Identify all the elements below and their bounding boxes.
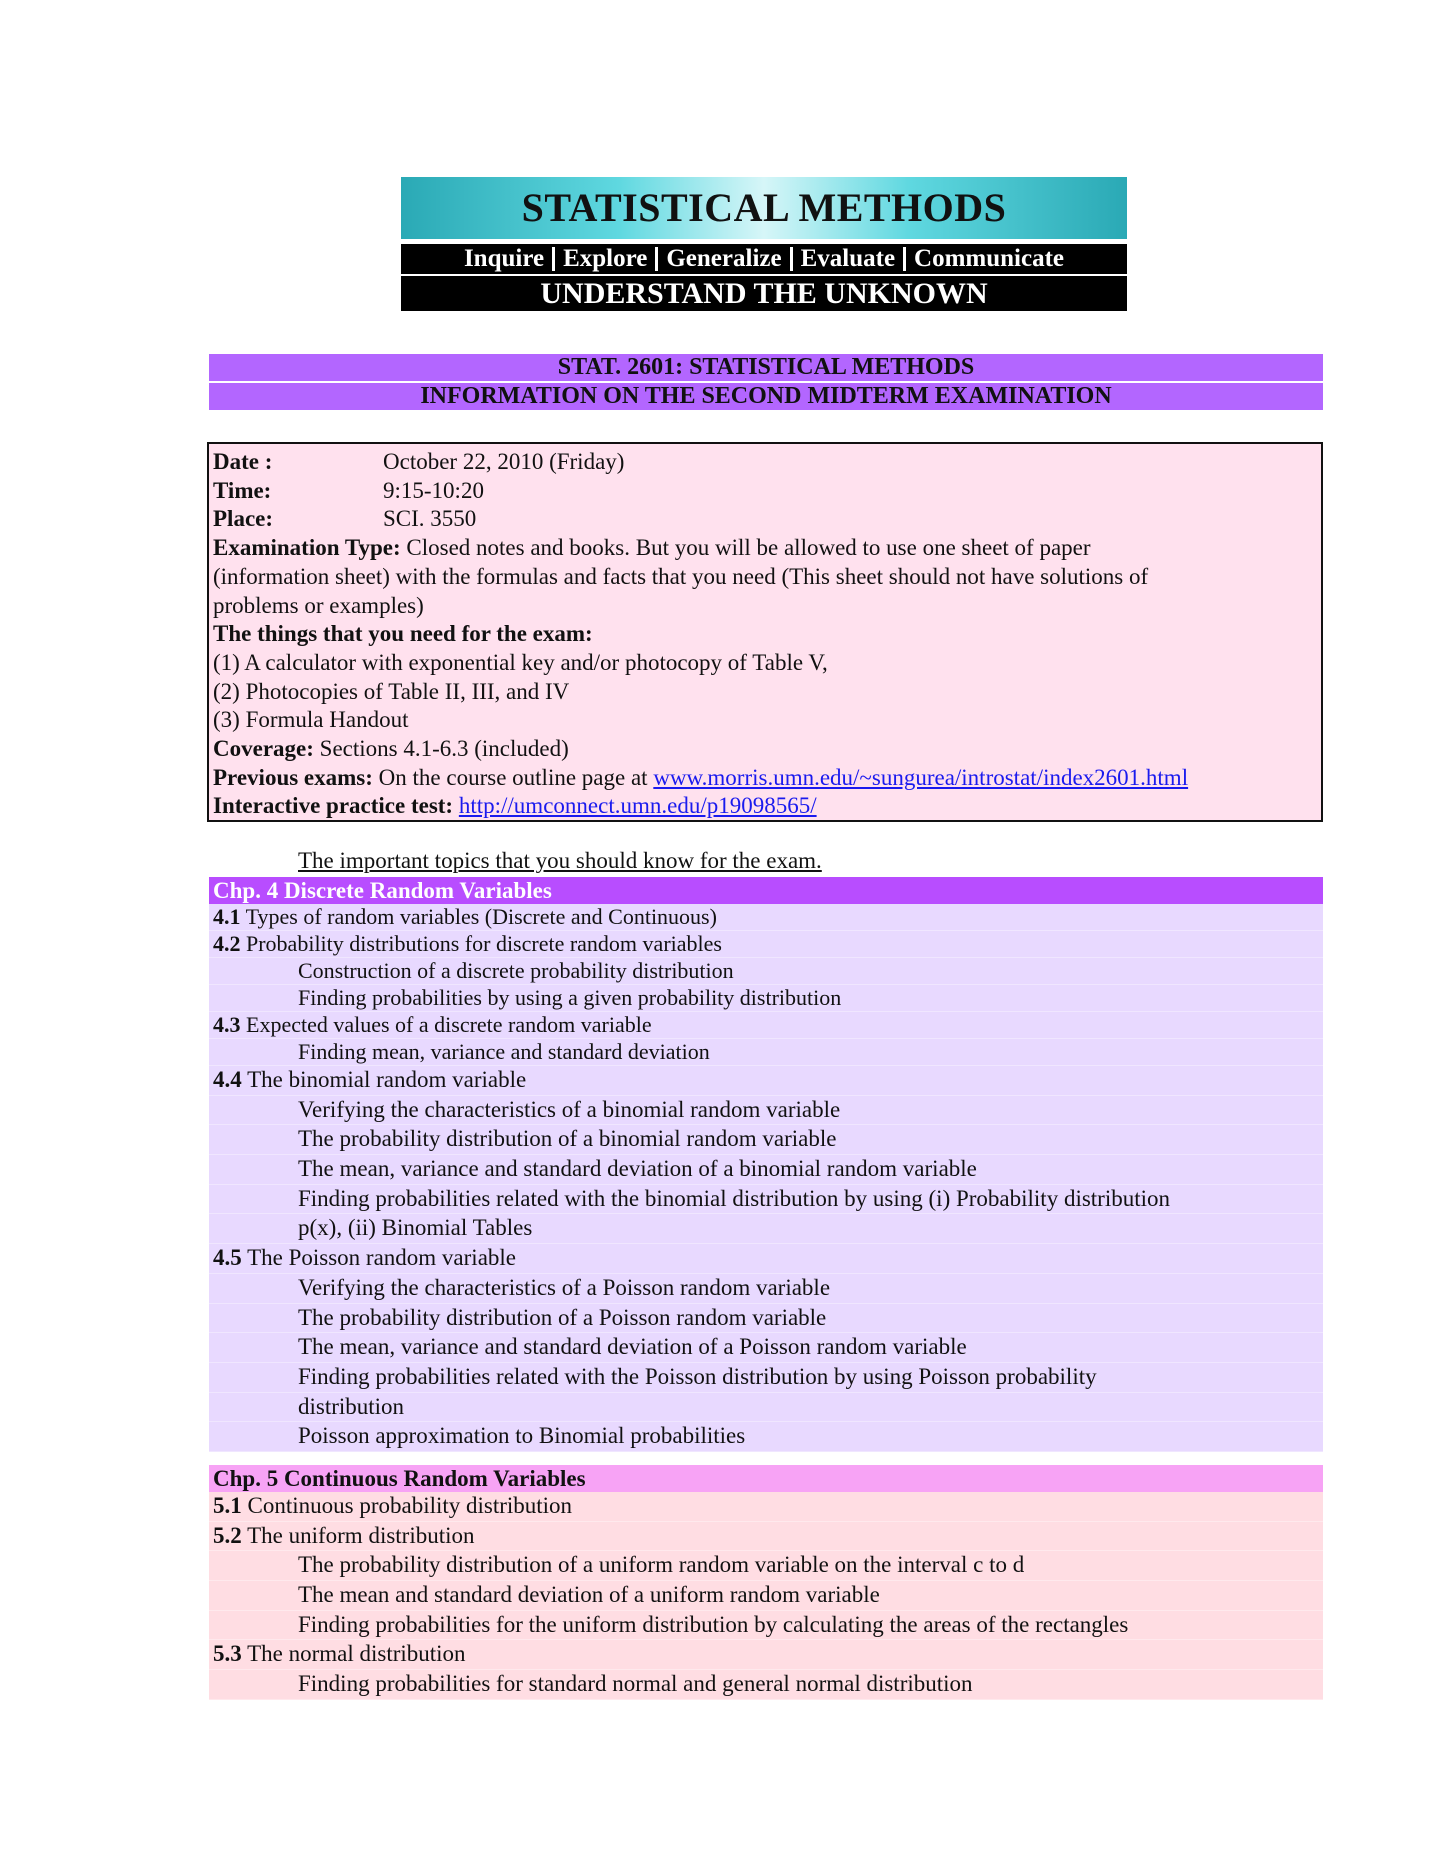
exam-type-line: (information sheet) with the formulas and facts that you need (This sheet should not have solutions of: [213, 563, 1149, 589]
topic-text: The uniform distribution: [241, 1522, 475, 1548]
previous-exams-link[interactable]: www.morris.umn.edu/~sungurea/introstat/index2601.html: [653, 764, 1189, 790]
coverage-row: [213, 735, 1317, 764]
chapter-4-section: [209, 877, 1323, 1452]
exam-type-text: Closed notes and books. But you will be allowed to use one sheet of paper: [400, 535, 1091, 561]
topic-item: [209, 1125, 1323, 1155]
exam-type-row: [213, 534, 1317, 563]
date-row: [213, 448, 1317, 477]
chapter-5-section: [209, 1465, 1323, 1700]
topic-item: [209, 1039, 1323, 1066]
topic-text: The probability distribution of a uniform random variable on the interval c to d: [298, 1552, 1025, 1578]
verb-separator: [655, 247, 658, 271]
topic-item: [209, 1304, 1323, 1334]
section-number: 4.1: [213, 904, 241, 929]
topic-text: distribution: [298, 1393, 405, 1419]
topic-text: The binomial random variable: [241, 1067, 527, 1092]
topics-intro-text: The important topics that you should know for the exam.: [298, 848, 822, 873]
course-title: STAT. 2601: STATISTICAL METHODS: [209, 354, 1323, 381]
things-label: The things that you need for the exam:: [213, 621, 593, 647]
topic-text: Verifying the characteristics of a Poisson random variable: [298, 1274, 831, 1300]
banner-subtitle: UNDERSTAND THE UNKNOWN: [401, 276, 1127, 311]
topic-text: The mean, variance and standard deviation of a Poisson random variable: [298, 1334, 967, 1360]
banner-title: STATISTICAL METHODS: [401, 177, 1127, 239]
section-number: 4.5: [213, 1245, 242, 1271]
section-number: 5.1: [213, 1493, 242, 1518]
topic-item: [209, 1422, 1323, 1452]
topic-text: Finding probabilities for standard normal and general normal distribution: [298, 1671, 973, 1697]
verb-inquire: Inquire: [463, 245, 545, 272]
topic-text: Finding mean, variance and standard deviation: [298, 1039, 710, 1064]
course-header: [209, 354, 1323, 410]
topic-text: The probability distribution of a Poisson random variable: [298, 1304, 827, 1330]
exam-title: INFORMATION ON THE SECOND MIDTERM EXAMINATION: [209, 383, 1323, 410]
topic-item: [209, 1393, 1323, 1423]
verb-evaluate: Evaluate: [800, 245, 896, 272]
topic-text: Expected values of a discrete random variable: [240, 1012, 652, 1037]
topic-item: [209, 1096, 1323, 1126]
verb-separator: [903, 247, 906, 271]
verb-explore: Explore: [563, 245, 648, 272]
topic-text: Finding probabilities for the uniform distribution by calculating the areas of the rectangles: [298, 1611, 1129, 1637]
topic-text: Construction of a discrete probability distribution: [298, 958, 734, 983]
topic-text: p(x), (ii) Binomial Tables: [298, 1215, 533, 1241]
time-label: Time:: [213, 477, 272, 503]
date-value: October 22, 2010 (Friday): [383, 449, 625, 474]
previous-exams-row: [213, 764, 1317, 793]
topic-text: Verifying the characteristics of a binomial random variable: [298, 1096, 841, 1122]
section-number: 5.3: [213, 1641, 242, 1667]
topic-item: [209, 1214, 1323, 1244]
topic-item: [209, 1492, 1323, 1522]
topic-text: The mean, variance and standard deviation of a binomial random variable: [298, 1156, 977, 1182]
section-number: 4.2: [213, 931, 241, 956]
chapter-4-topics: [209, 904, 1323, 1452]
topic-item: [209, 1522, 1323, 1552]
topic-text: Poisson approximation to Binomial probabilities: [298, 1423, 746, 1449]
coverage-label: Coverage:: [213, 736, 314, 762]
topic-item: [209, 1244, 1323, 1274]
chapter-4-title: Chp. 4 Discrete Random Variables: [209, 877, 1323, 904]
topic-text: The mean and standard deviation of a uniform random variable: [298, 1582, 880, 1608]
topic-text: The Poisson random variable: [241, 1245, 516, 1271]
topic-item: [209, 1066, 1323, 1096]
place-row: [213, 505, 1317, 534]
topic-text: The normal distribution: [241, 1641, 466, 1667]
chapter-5-topics: [209, 1492, 1323, 1700]
topic-text: Finding probabilities related with the Poisson distribution by using Poisson probability: [298, 1363, 1097, 1389]
topic-item: [209, 1670, 1323, 1700]
section-number: 5.2: [213, 1522, 242, 1548]
topic-text: Types of random variables (Discrete and Continuous): [240, 904, 717, 929]
exam-type-line: problems or examples): [213, 592, 424, 618]
chapter-5-title: Chp. 5 Continuous Random Variables: [209, 1465, 1323, 1492]
section-number: 4.3: [213, 1012, 241, 1037]
topic-item: [209, 1185, 1323, 1215]
verb-separator: [552, 247, 555, 271]
topic-text: Probability distributions for discrete random variables: [240, 931, 722, 956]
topic-item: [209, 1581, 1323, 1611]
time-value: 9:15-10:20: [383, 477, 484, 503]
topic-item: [209, 1155, 1323, 1185]
section-number: 4.4: [213, 1067, 242, 1092]
exam-info-box: [207, 442, 1323, 822]
topic-item: [209, 1640, 1323, 1670]
topic-item: [209, 1551, 1323, 1581]
things-item: (1) A calculator with exponential key and/or photocopy of Table V,: [213, 649, 828, 675]
things-item: (3) Formula Handout: [213, 707, 409, 733]
previous-exams-label: Previous exams:: [213, 764, 373, 790]
topic-item: [209, 1333, 1323, 1363]
place-label: Place:: [213, 506, 274, 532]
verb-separator: [790, 247, 793, 271]
topics-intro: [298, 847, 822, 875]
topic-item: [209, 931, 1323, 958]
previous-exams-text: On the course outline page at: [372, 764, 654, 790]
topic-item: [209, 1611, 1323, 1641]
date-label: Date :: [213, 449, 273, 474]
exam-type-label: Examination Type:: [213, 535, 401, 561]
topic-item: [209, 985, 1323, 1012]
time-row: [213, 477, 1317, 506]
topic-item: [209, 904, 1323, 931]
topic-text: Finding probabilities related with the binomial distribution by using (i) Probability distribution: [298, 1185, 1171, 1211]
topic-item: [209, 958, 1323, 985]
topic-text: Finding probabilities by using a given probability distribution: [298, 985, 842, 1010]
verb-generalize: Generalize: [666, 245, 782, 272]
things-item: (2) Photocopies of Table II, III, and IV: [213, 678, 570, 704]
topic-text: Continuous probability distribution: [241, 1493, 573, 1518]
topic-item: [209, 1363, 1323, 1393]
banner-verbs: [401, 244, 1127, 274]
verb-communicate: Communicate: [914, 245, 1065, 272]
practice-test-link[interactable]: http://umconnect.umn.edu/p19098565/: [458, 793, 817, 819]
topic-text: The probability distribution of a binomial random variable: [298, 1126, 837, 1152]
coverage-value: Sections 4.1-6.3 (included): [313, 736, 569, 762]
practice-test-row: [213, 792, 1317, 821]
topic-item: [209, 1012, 1323, 1039]
practice-test-label: Interactive practice test:: [213, 793, 454, 819]
banner: [401, 177, 1127, 311]
topic-item: [209, 1274, 1323, 1304]
place-value: SCI. 3550: [383, 506, 477, 532]
